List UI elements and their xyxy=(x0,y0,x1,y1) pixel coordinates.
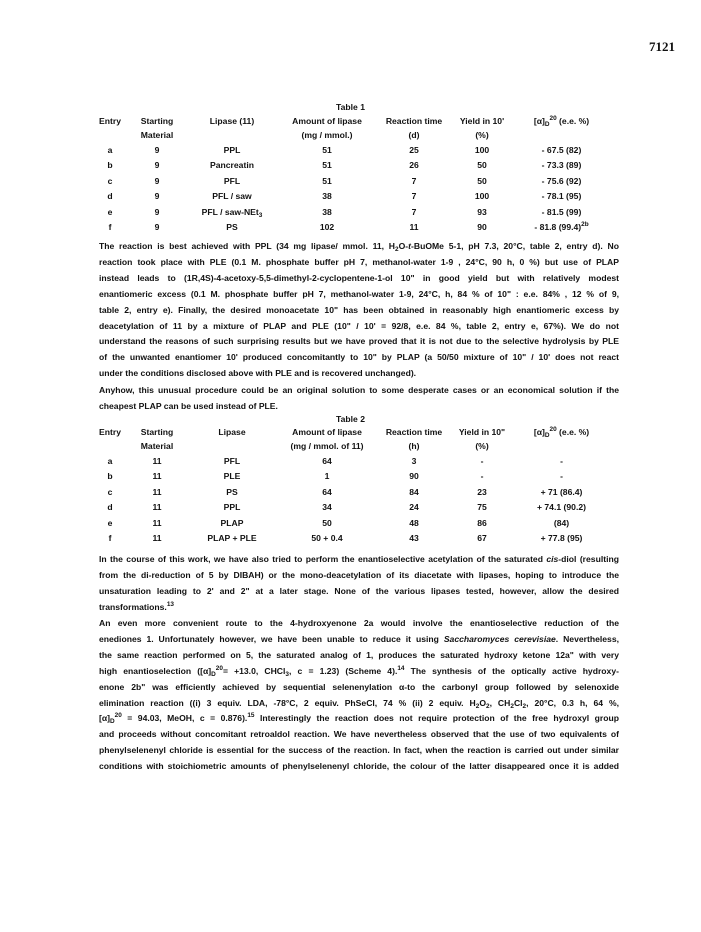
cell-entry: e xyxy=(107,206,113,217)
cell-material: 11 xyxy=(152,517,162,528)
cell-lipase: PFL / saw xyxy=(212,191,252,202)
header-yield: Yield in 10' xyxy=(459,116,505,126)
cell-material: 11 xyxy=(152,471,162,482)
header-yield-unit: (%) xyxy=(475,441,489,451)
cell-entry: b xyxy=(107,160,113,171)
table1-title: Table 1 xyxy=(336,102,365,112)
cell-rot: + 74.1 (90.2) xyxy=(537,502,586,513)
cell-time: 7 xyxy=(411,175,417,186)
cell-amount: 64 xyxy=(322,455,332,466)
cell-time: 11 xyxy=(409,222,419,233)
cell-amount: 102 xyxy=(319,222,335,233)
text-line: unsaturation leading to 2' and 2" at a later stage. None of the various lipases tested, however, allow the desired xyxy=(99,585,619,596)
cell-material: 11 xyxy=(152,533,162,544)
table1-body xyxy=(93,142,610,235)
cell-entry: a xyxy=(107,144,113,155)
cell-amount: 38 xyxy=(322,191,332,202)
header-lipase: Lipase xyxy=(218,427,246,437)
cell-entry: e xyxy=(107,517,113,528)
cell-lipase: PLE xyxy=(223,471,241,482)
header-starting: Starting xyxy=(140,427,174,437)
cell-yield: 75 xyxy=(477,502,487,513)
cell-material: 9 xyxy=(154,175,160,186)
header-time-unit: (d) xyxy=(408,130,420,140)
cell-yield: 67 xyxy=(477,533,487,544)
cell-material: 9 xyxy=(154,144,160,155)
cell-amount: 51 xyxy=(322,144,332,155)
table2 xyxy=(93,425,610,546)
header-rotation: $[\alpha]_D^{20}$ (e.e. %) xyxy=(533,426,590,439)
cell-yield: 100 xyxy=(474,191,490,202)
cell-lipase: PS xyxy=(226,486,238,497)
cell-lipase: PFL / saw-NEt$_3$ xyxy=(201,206,263,219)
text-line: table 2, entry e). Finally, the desired monoacetate 10" has been obtained in reasonably high enantiomeric excess by xyxy=(99,304,619,315)
cell-lipase: PPL xyxy=(223,144,241,155)
header-lipase: Lipase (11) xyxy=(209,116,255,126)
header-material: Material xyxy=(140,130,174,140)
cell-yield: 23 xyxy=(477,486,487,497)
text-line: Anyhow, this unusual procedure could be an original solution to some desperate cases or an economical solution if the xyxy=(99,385,619,395)
cell-rot: + 77.8 (95) xyxy=(540,533,583,544)
header-time: Reaction time xyxy=(385,116,443,126)
header-amount-unit: (mg / mmol. of 11) xyxy=(290,441,364,451)
cell-lipase: PLAP xyxy=(220,517,244,528)
cell-yield: 86 xyxy=(477,517,487,528)
cell-material: 9 xyxy=(154,160,160,171)
table2-title: Table 2 xyxy=(336,414,365,424)
cell-time: 26 xyxy=(409,160,419,171)
cell-material: 11 xyxy=(152,502,162,513)
paragraph-3 xyxy=(99,552,619,616)
cell-time: 48 xyxy=(409,517,419,528)
cell-lipase: PPL xyxy=(223,502,241,513)
cell-rot: - 67.5 (82) xyxy=(541,144,582,155)
text-line: deacetylation of 11 by a mixture of PLAP and PLE (10" / 10' = 92/8, e.e. 84 %, table 2, entry e, 67%). We do not xyxy=(99,320,619,331)
cell-yield: - xyxy=(480,471,484,482)
text-line: of the unwanted enantiomer 10' produced concomitantly to 10" by PLAP (a 50/50 mixture of 10" / 10' does not react xyxy=(99,352,619,363)
cell-yield: 50 xyxy=(477,160,487,171)
text-line: enone 2b" was efficiently achieved by sequential selenenylation α-to the carbonyl group followed by selenoxide xyxy=(99,681,619,692)
cell-time: 43 xyxy=(409,533,419,544)
cell-amount: 51 xyxy=(322,160,332,171)
cell-material: 11 xyxy=(152,486,162,497)
cell-lipase: PS xyxy=(226,222,238,233)
header-yield: Yield in 10" xyxy=(458,427,506,437)
table1 xyxy=(93,114,610,235)
text-line: phenylselenenyl chloride is essential for the success of the reaction. In fact, when the reaction is carried out under similar xyxy=(99,745,619,756)
text-line: from the di-reduction of 5 by DIBAH) or the mono-deacetylation of its diacetate with lipases, hoping to introduce the xyxy=(99,569,619,580)
text-line: under the conditions disclosed above with PLE and is recovered unchanged). xyxy=(99,368,417,379)
cell-rot: - 78.1 (95) xyxy=(541,191,582,202)
cell-rot: - 75.6 (92) xyxy=(541,175,582,186)
cell-time: 25 xyxy=(409,144,419,155)
cell-lipase: PLAP + PLE xyxy=(207,533,257,544)
paragraph-4 xyxy=(99,616,619,775)
header-time-unit: (h) xyxy=(408,441,420,451)
table-row xyxy=(93,142,610,158)
header-entry: Entry xyxy=(99,427,121,437)
cell-amount: 50 xyxy=(322,517,332,528)
table-row xyxy=(93,173,610,189)
header-amount: Amount of lipase xyxy=(292,116,362,126)
text-line: enediones 1. Unfortunately however, we have been unable to reduce it using Saccharomyces cerevisiae. Nevertheless, xyxy=(99,633,619,644)
paragraph-1 xyxy=(99,239,619,382)
text-line: the same reaction performed on 5, the saturated analog of 1, produces the saturated hydroxy ketone 12a" with very xyxy=(99,649,619,660)
text-line: transformations.$^{13}$ xyxy=(99,600,174,612)
table-row xyxy=(93,453,610,469)
table-row xyxy=(93,189,610,205)
cell-rot: (84) xyxy=(553,517,570,528)
cell-time: 7 xyxy=(411,191,417,202)
text-line: reaction took place with PLE (0.1 M. phosphate buffer pH 7, methanol-water 1-9 , 24°C, 90 h, 0 %) but use of PLAP xyxy=(99,256,619,267)
table-row xyxy=(93,515,610,531)
text-line: $[\alpha]_D^{20} = 94.03$, MeOH, c = 0.876).$^{15}$ Interestingly the reaction does not require protection of the free hydroxyl group xyxy=(99,712,619,726)
cell-lipase: PFL xyxy=(223,175,241,186)
header-rotation: $[\alpha]_D^{20}$ (e.e. %) xyxy=(533,115,590,128)
table-row xyxy=(93,531,610,547)
cell-rot: + 71 (86.4) xyxy=(540,486,583,497)
cell-material: 11 xyxy=(152,455,162,466)
paragraph-2 xyxy=(99,383,619,415)
cell-yield: 50 xyxy=(477,175,487,186)
page-number: 7121 xyxy=(649,39,675,54)
table-row xyxy=(93,204,610,220)
table-row xyxy=(93,500,610,516)
cell-rot: - 73.3 (89) xyxy=(541,160,582,171)
header-amount: Amount of lipase xyxy=(292,427,362,437)
text-line: high enantioselection ($[\alpha]_D^{20}= +13.0$, CHCl$_3$, c = 1.23) (Scheme 4).$^{14}$ The synthesis of the optically active hydroxy- xyxy=(99,664,619,678)
header-entry: Entry xyxy=(99,116,121,126)
header-yield-unit: (%) xyxy=(475,130,489,140)
table-row xyxy=(93,158,610,174)
text-line: conditions with stoichiometric amounts of phenylselenenyl chloride, the colour of the latter disappeared once it is added xyxy=(99,761,619,772)
cell-amount: 64 xyxy=(322,486,332,497)
header-time: Reaction time xyxy=(385,427,443,437)
cell-rot: - xyxy=(560,455,563,466)
cell-lipase: Pancreatin xyxy=(210,160,254,171)
table-row xyxy=(93,469,610,485)
cell-time: 84 xyxy=(409,486,419,497)
text-line: In the course of this work, we have also tried to perform the enantioselective acetylation of the saturated cis-diol (resulting xyxy=(99,554,619,564)
cell-yield: 90 xyxy=(477,222,487,233)
cell-rot: - 81.5 (99) xyxy=(541,206,582,217)
cell-time: 3 xyxy=(411,455,417,466)
table-row xyxy=(93,220,610,236)
table-row xyxy=(93,484,610,500)
cell-amount: 34 xyxy=(322,502,332,513)
cell-entry: d xyxy=(107,502,113,513)
cell-entry: c xyxy=(107,175,113,186)
text-line: elimination reaction ((i) 3 equiv. LDA, -78°C, 2 equiv. PhSeCl, 74 % (ii) 2 equiv. $H_2O_2$, $CH_2Cl_2$, 20°C, 0.3 h, 64 %, xyxy=(99,697,619,710)
text-line: instead leads to (1R,4S)-4-acetoxy-5,5-dimethyl-2-cyclopentene-1-ol 10" in good yield but with relatively modest xyxy=(99,272,619,283)
text-line: understand the reasons of such surprising results but we have proved that it is not due to the selective hydrolysis by PLE xyxy=(99,336,619,347)
cell-yield: 93 xyxy=(477,206,487,217)
cell-entry: d xyxy=(107,191,113,202)
cell-time: 7 xyxy=(411,206,417,217)
text-line: An even more convenient route to the 4-hydroxyenone 2a would involve the enantioselective reduction of the xyxy=(99,618,619,628)
cell-rot: - xyxy=(560,471,563,482)
cell-time: 24 xyxy=(409,502,419,513)
header-amount-unit: (mg / mmol.) xyxy=(301,130,353,140)
cell-rot: - 81.8 $(99.4)^{2b}$ xyxy=(534,221,589,233)
cell-time: 90 xyxy=(409,471,419,482)
table2-body xyxy=(93,453,610,546)
text-line: cheapest PLAP can be used instead of PLE. xyxy=(99,400,278,411)
cell-entry: f xyxy=(108,222,112,233)
cell-material: 9 xyxy=(154,191,160,202)
text-line: enantiomeric excess (0.1 M. phosphate buffer pH 7, methanol-water 1-9, 24°C, h, 84 % of 10" : e.e. 84% , 12 % of 9, xyxy=(99,288,619,299)
header-material: Material xyxy=(140,441,174,451)
cell-amount: 51 xyxy=(322,175,332,186)
text-line: and proceeds without concomitant retroaldol reaction. We have nevertheless observed that the use of two equivalents of xyxy=(99,729,619,740)
cell-entry: c xyxy=(107,486,113,497)
cell-material: 9 xyxy=(154,222,160,233)
cell-yield: 100 xyxy=(474,144,490,155)
cell-material: 9 xyxy=(154,206,160,217)
cell-amount: 38 xyxy=(322,206,332,217)
cell-amount: 50 + 0.4 xyxy=(311,533,343,544)
header-starting: Starting xyxy=(140,116,174,126)
cell-entry: b xyxy=(107,471,113,482)
cell-lipase: PFL xyxy=(223,455,241,466)
cell-entry: a xyxy=(107,455,113,466)
text-line: The reaction is best achieved with PPL (34 mg lipase/ mmol. 11, $H_2O-t$-BuOMe 5-1, pH 7.3, 20°C, table 2, entry d). No xyxy=(99,241,619,253)
cell-yield: - xyxy=(480,455,484,466)
cell-entry: f xyxy=(108,533,112,544)
cell-amount: 1 xyxy=(324,471,330,482)
